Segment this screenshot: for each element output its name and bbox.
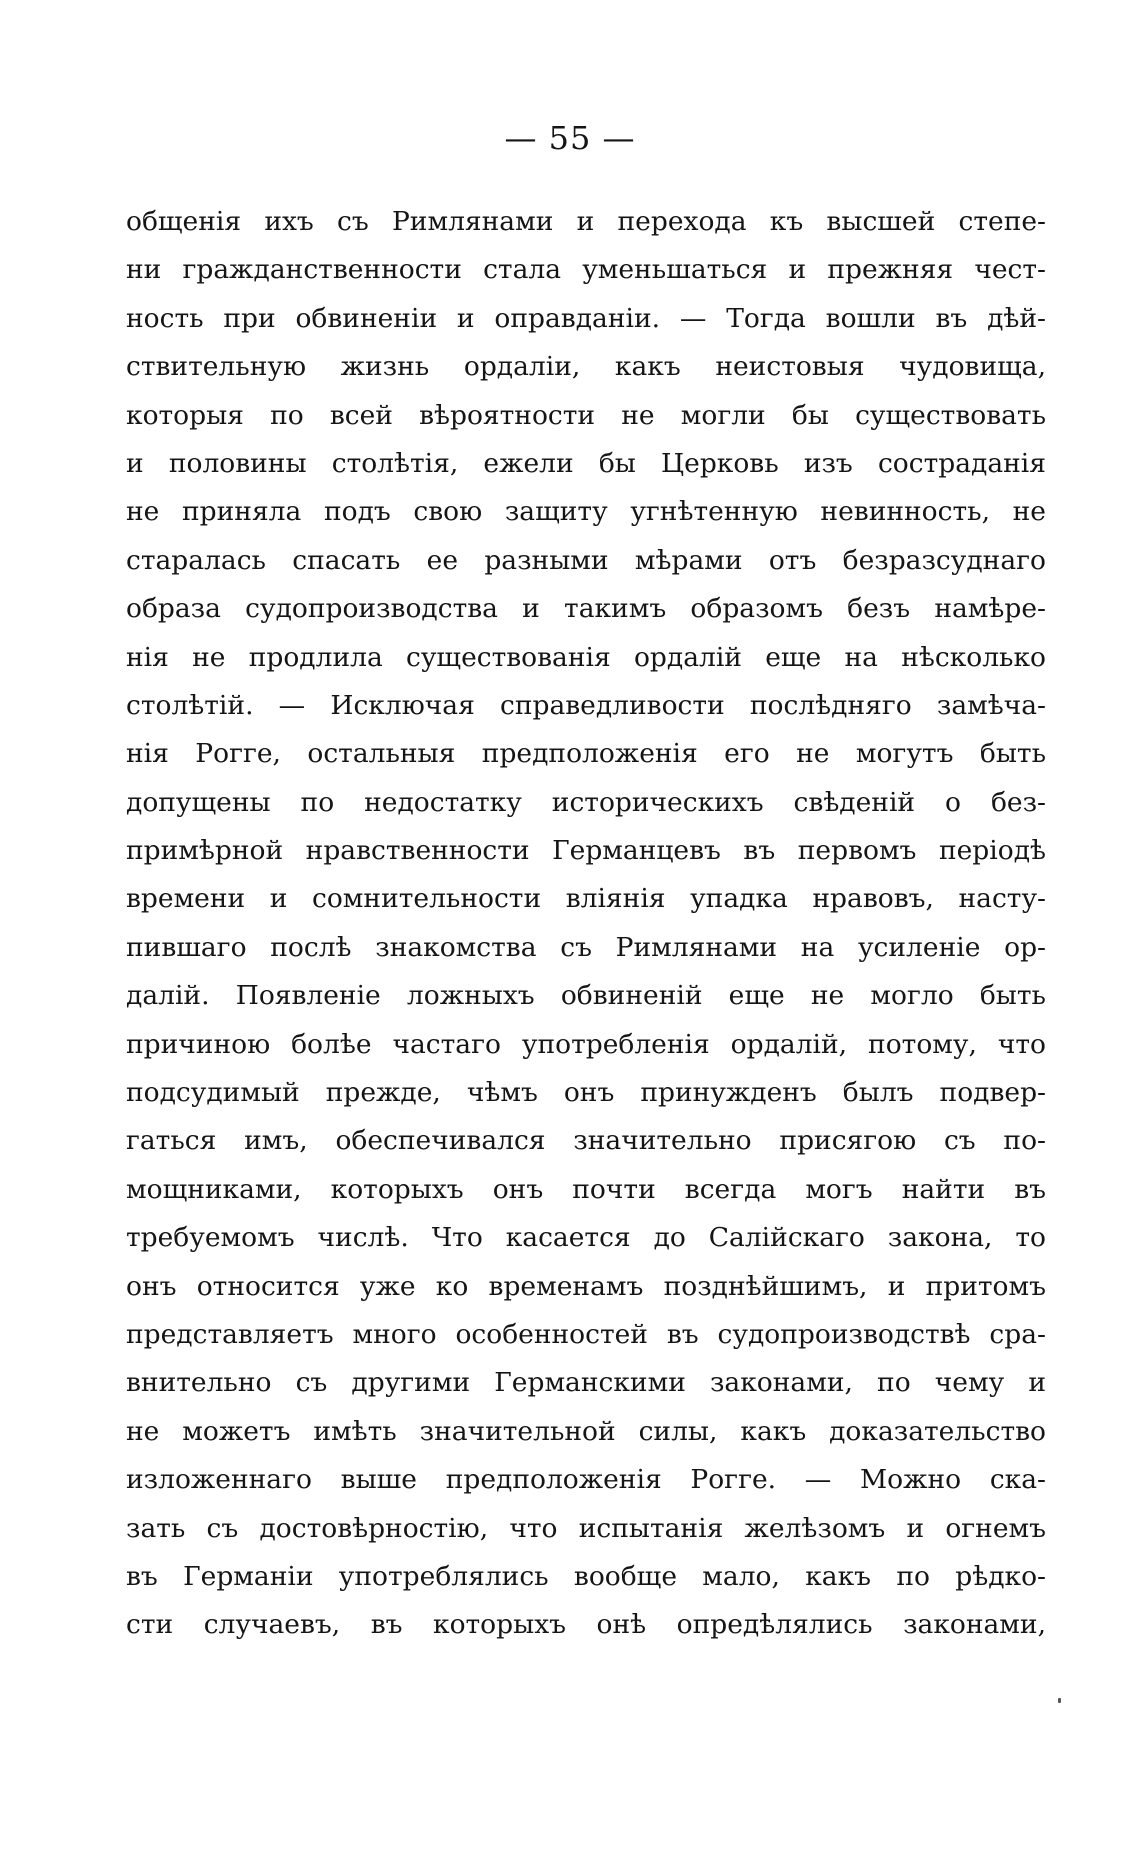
text-line: ность при обвиненіи и оправданіи. — Тогда вошли въ дѣй-: [126, 302, 1046, 334]
text-line: примѣрной нравственности Германцевъ въ первомъ періодѣ: [126, 835, 1046, 867]
text-line: и половины столѣтія, ежели бы Церковь изъ состраданія: [126, 447, 1046, 479]
text-line: далій. Появленіе ложныхъ обвиненій еще не могло быть: [126, 980, 1046, 1012]
ink-speck: [1058, 1698, 1061, 1703]
text-line: не можетъ имѣть значительной силы, какъ доказательство: [126, 1415, 1046, 1447]
text-line: нія Рогге, остальныя предположенія его не могутъ быть: [126, 738, 1046, 770]
text-line: пившаго послѣ знакомства съ Римлянами на усиленіе ор-: [126, 931, 1046, 963]
text-line: столѣтій. — Исключая справедливости послѣдняго замѣча-: [126, 689, 1046, 721]
text-line: онъ относится уже ко временамъ позднѣйшимъ, и притомъ: [126, 1270, 1046, 1302]
page-number: — 55 —: [504, 119, 636, 157]
text-line: старалась спасать ее разными мѣрами отъ безразсуднаго: [126, 544, 1046, 576]
text-line: не приняла подъ свою защиту угнѣтенную невинность, не: [126, 496, 1046, 528]
text-line: внительно съ другими Германскими законами, по чему и: [126, 1367, 1046, 1399]
text-line: которыя по всей вѣроятности не могли бы существовать: [126, 399, 1046, 431]
text-line: образа судопроизводства и такимъ образомъ безъ намѣре-: [126, 593, 1046, 625]
text-line: допущены по недостатку историческихъ свѣденій о без-: [126, 786, 1046, 818]
text-line: ни гражданственности стала уменьшаться и прежняя чест-: [126, 254, 1046, 286]
text-line: причиною болѣе частаго употребленія ордалій, потому, что: [126, 1028, 1046, 1060]
text-line: въ Германіи употреблялись вообще мало, какъ по рѣдко-: [126, 1560, 1046, 1592]
text-line: подсудимый прежде, чѣмъ онъ принужденъ былъ подвер-: [126, 1077, 1046, 1109]
text-line: требуемомъ числѣ. Что касается до Салійскаго закона, то: [126, 1222, 1046, 1254]
text-line: мощниками, которыхъ онъ почти всегда могъ найти въ: [126, 1173, 1046, 1205]
text-line: сти случаевъ, въ которыхъ онѣ опредѣлялись законами,: [126, 1609, 1046, 1641]
text-line: зать съ достовѣрностію, что испытанія желѣзомъ и огнемъ: [126, 1512, 1046, 1544]
text-line: времени и сомнительности вліянія упадка нравовъ, насту-: [126, 883, 1046, 915]
text-line: изложеннаго выше предположенія Рогге. — Можно ска-: [126, 1464, 1046, 1496]
text-line: представляетъ много особенностей въ судопроизводствѣ сра-: [126, 1318, 1046, 1350]
text-line: ствительную жизнь ордаліи, какъ неистовыя чудовища,: [126, 351, 1046, 383]
text-line: нія не продлила существованія ордалій еще на нѣсколько: [126, 641, 1046, 673]
text-line: гаться имъ, обеспечивался значительно присягою съ по-: [126, 1125, 1046, 1157]
text-line: общенія ихъ съ Римлянами и перехода къ высшей степе-: [126, 206, 1046, 237]
body-text: [126, 198, 1046, 1650]
